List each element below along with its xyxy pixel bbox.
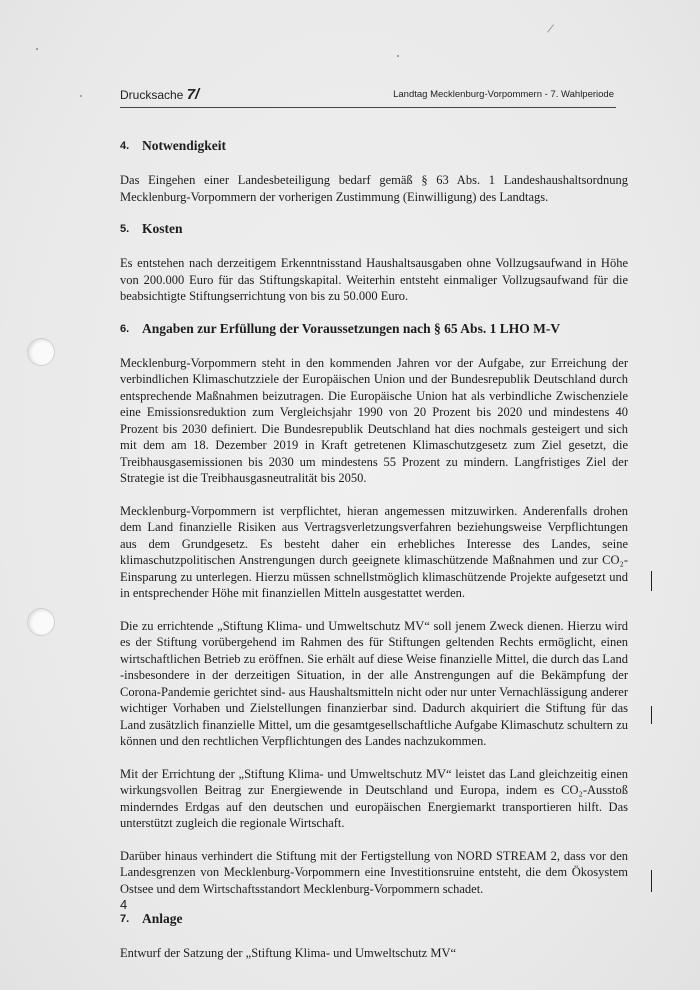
paragraph: Mecklenburg-Vorpommern ist verpflichtet, hieran angemessen mitzuwirken. Anderenfalls drohen dem Land finanzielle Risiken aus Vertragsverletzungsverfahren beziehungsweise Verpflichtungen aus dem Grundgesetz. Es besteht daher ein erhebliches Interesse des Landes, seine klimaschutzpolitischen Anstrengungen durch geeignete klimaschützende Maßnahmen und zur CO₂-Einsparung zu unterlegen. Hierzu müssen schnellstmöglich klimaschützende Projekte aufgesetzt und in entsprechender Höhe mit finanziellen Mitteln ausgestattet werden. [120, 503, 628, 600]
section-heading: 6. Angaben zur Erfüllung der Voraussetzungen nach § 65 Abs. 1 LHO M-V [120, 320, 561, 336]
paragraph: Darüber hinaus verhindert die Stiftung mit der Fertigstellung von NORD STREAM 2, dass vor den Landesgrenzen von Mecklenburg-Vorpommern eine Investitionsruine entsteht, die dem Ökosystem Ostsee und dem Wirtschaftsstandort Mecklenburg-Vorpommern schadet. [120, 848, 628, 896]
section-heading: 7. Anlage [120, 911, 183, 926]
section-requirements [120, 321, 628, 898]
punch-hole-top [27, 338, 55, 366]
parliament-label: Landtag Mecklenburg-Vorpommern - 7. Wahlperiode [393, 89, 614, 100]
header-rule [120, 107, 616, 108]
speck [36, 48, 38, 50]
section-attachment [120, 911, 628, 962]
paragraph: Die zu errichtende „Stiftung Klima- und Umweltschutz MV“ soll jenem Zweck dienen. Hierzu wird es der Stiftung vorübergehend im Rahmen des für Stiftungen geltenden Rechts ermöglicht, einen wirtschaftlichen Betrieb zu eröffnen. Sie erhält auf diese Weise finanzielle Mittel, die durch das Land -insbesondere in der derzeitigen Situation, in der alle Anstrengungen auf die Bekämpfung der Corona-Pandemie gerichtet sind- aus Haushaltsmitteln nicht oder nur unter Vernachlässigung anderer wichtiger Vorhaben und Zielstellungen finanzierbar sind. Dadurch akquiriert die Stiftung für das Land zusätzlich finanzielle Mittel, um die gesamtgesellschaftliche Aufgabe Klimaschutz schultern zu können und den rechtlichen Verpflichtungen des Landes nachzukommen. [120, 618, 628, 748]
punch-hole-bottom [27, 608, 55, 636]
section-costs [120, 221, 628, 305]
speck [80, 95, 82, 97]
speck [397, 55, 399, 57]
paragraph: Mit der Errichtung der „Stiftung Klima- und Umweltschutz MV“ leistet das Land gleichzeitig einen wirkungsvollen Beitrag zur Energiewende in Deutschland und Europa, indem es CO₂-Ausstoß minderndes Erdgas auf den deutschen und europäischen Energiemarkt transportieren hilft. Das unterstützt zugleich die regionale Wirtschaft. [120, 766, 628, 830]
section-heading: 4. Notwendigkeit [120, 138, 226, 153]
section-heading: 5. Kosten [120, 221, 183, 236]
paragraph: Es entstehen nach derzeitigem Erkenntnisstand Haushaltsausgaben ohne Vollzugsaufwand in Höhe von 200.000 Euro für das Stiftungskapital. Weiterhin entsteht einmaliger Vollzugsaufwand für die beabsichtigte Stiftungserrichtung von bis zu 50.000 Euro. [120, 256, 628, 303]
change-bar [651, 870, 652, 892]
pen-mark: / [545, 21, 555, 38]
document-body [120, 138, 628, 978]
section-necessity [120, 138, 628, 205]
document-number: Drucksache 7/ [120, 86, 200, 103]
paragraph: Mecklenburg-Vorpommern steht in den kommenden Jahren vor der Aufgabe, zur Erreichung der verbindlichen Klimaschutzziele der Europäischen Union und der Bundesrepublik Deutschland durch entsprechende Maßnahmen beizutragen. Die Europäische Union hat als verbindliche Zwischenziele eine Emissionsreduktion zum Vergleichsjahr 1990 von 20 Prozent bis 2020 und mindestens 40 Prozent bis 2030 definiert. Die Bundesrepublik Deutschland hat dies nochmals gesteigert und sich mit dem am 18. Dezember 2019 in Kraft getretenen Klimaschutzgesetz zum Ziel gesetzt, die Treibhausgasemissionen bis 2030 um mindestens 55 Prozent zu mindern. Langfristiges Ziel der Strategie ist die Treibhausgasneutralität bis 2050. [120, 355, 628, 485]
page-number: 4 [120, 897, 128, 912]
change-bar [651, 706, 652, 724]
change-bar [651, 571, 652, 591]
paragraph: Entwurf der Satzung der „Stiftung Klima- und Umweltschutz MV“ [120, 946, 457, 960]
paragraph: Das Eingehen einer Landesbeteiligung bedarf gemäß § 63 Abs. 1 Landeshaushaltsordnung Mecklenburg-Vorpommern der vorherigen Zustimmung (Einwilligung) des Landtags. [120, 173, 628, 204]
